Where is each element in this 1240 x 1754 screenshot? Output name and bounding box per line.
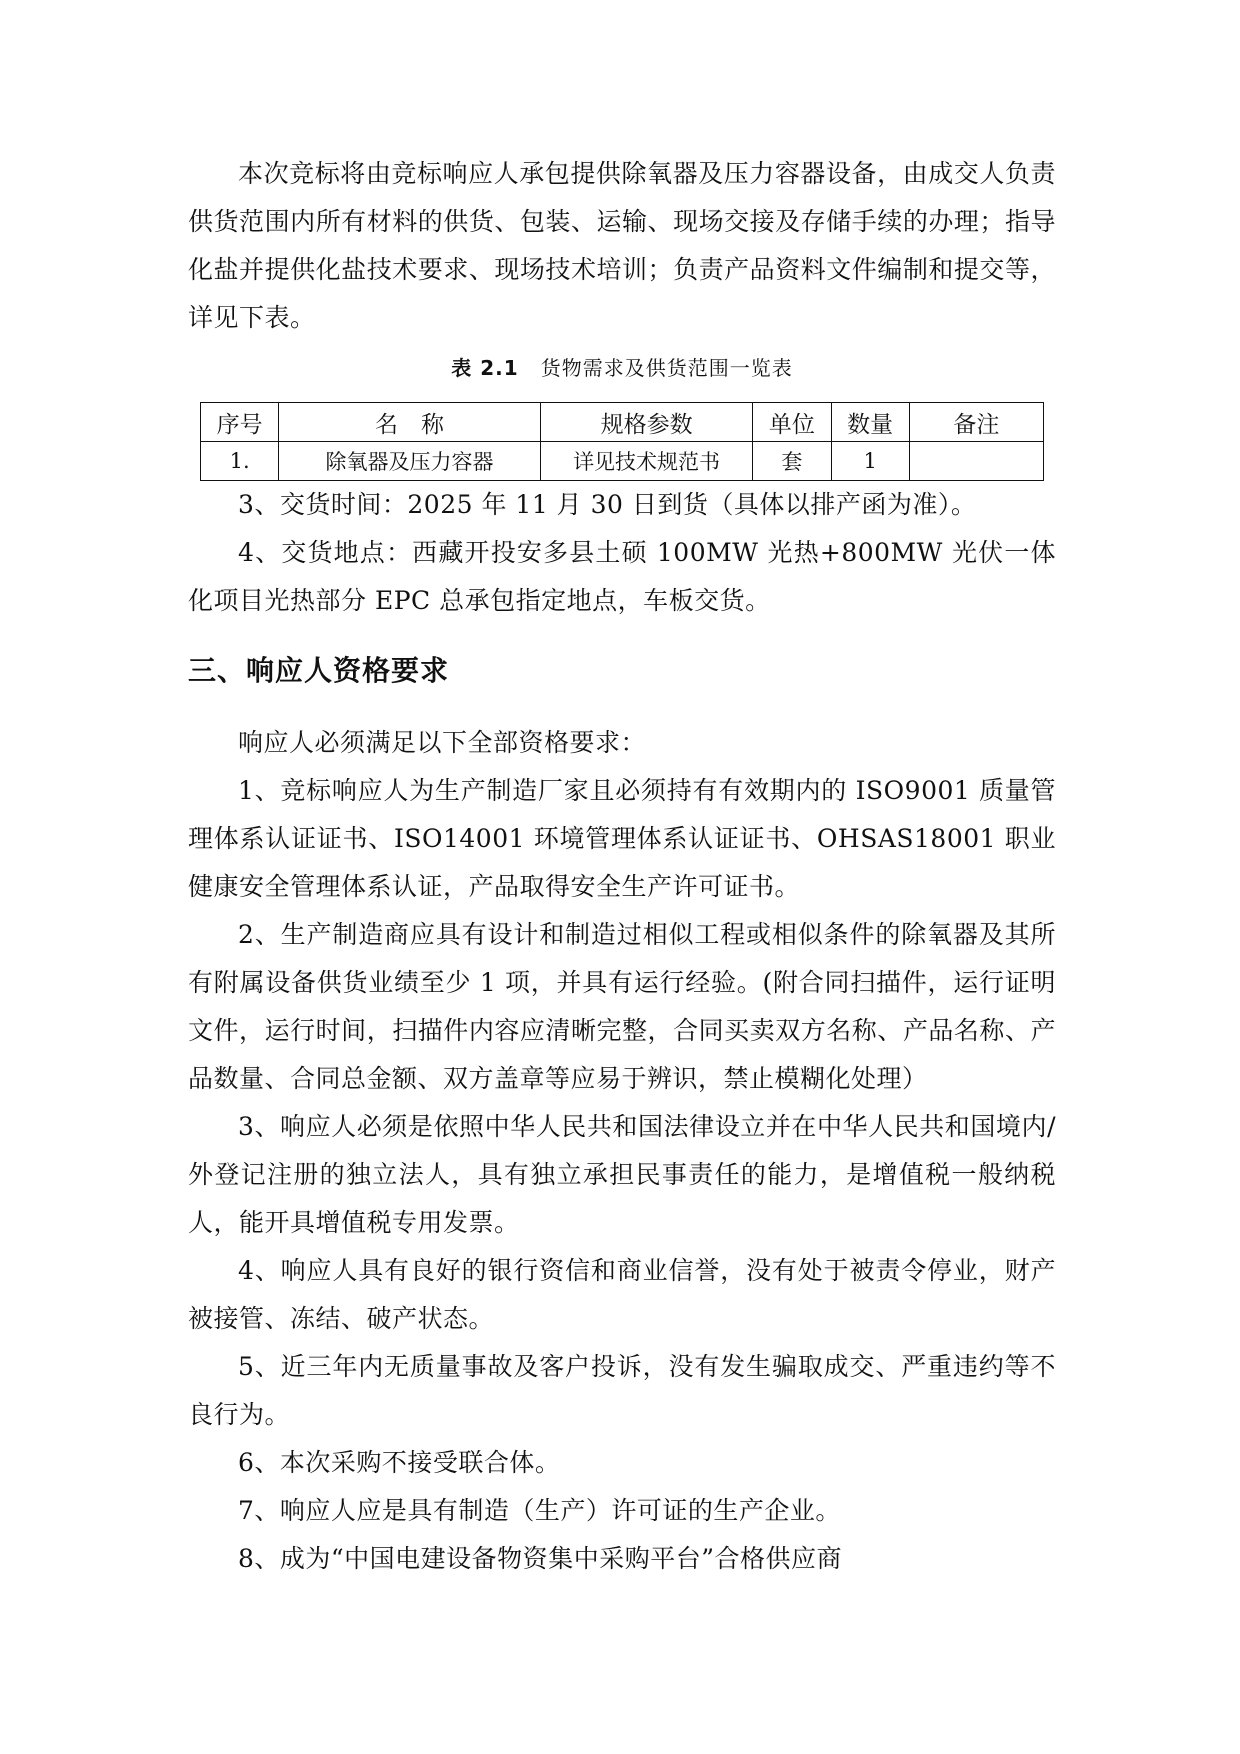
header-spec: 规格参数 bbox=[540, 403, 752, 442]
cell-quantity: 1 bbox=[831, 442, 909, 481]
requirement-item-3: 3、响应人必须是依照中华人民共和国法律设立并在中华人民共和国境内/外登记注册的独立法人，具有独立承担民事责任的能力，是增值税一般纳税人，能开具增值税专用发票。 bbox=[188, 1112, 1056, 1237]
cell-unit: 套 bbox=[753, 442, 831, 481]
cell-remark bbox=[909, 442, 1043, 481]
requirement-item-1: 1、竞标响应人为生产制造厂家且必须持有有效期内的 ISO9001 质量管理体系认证证书、ISO14001 环境管理体系认证证书、OHSAS18001 职业健康安全管理体系认证，产品取得安全生产许可证书。 bbox=[188, 776, 1056, 901]
table-header-row bbox=[201, 403, 1044, 442]
table-row bbox=[201, 442, 1044, 481]
requirement-item-7: 7、响应人应是具有制造（生产）许可证的生产企业。 bbox=[238, 1496, 841, 1525]
header-unit: 单位 bbox=[753, 403, 831, 442]
cell-index: 1. bbox=[201, 442, 279, 481]
table-caption-title: 货物需求及供货范围一览表 bbox=[540, 356, 793, 380]
header-quantity: 数量 bbox=[831, 403, 909, 442]
delivery-place: 4、交货地点：西藏开投安多县土硕 100MW 光热+800MW 光伏一体化项目光热部分 EPC 总承包指定地点，车板交货。 bbox=[188, 538, 1056, 615]
page-content bbox=[188, 150, 1056, 1583]
section-heading: 三、响应人资格要求 bbox=[188, 654, 450, 687]
delivery-time: 3、交货时间：2025 年 11 月 30 日到货（具体以排产函为准）。 bbox=[238, 490, 977, 519]
header-remark: 备注 bbox=[909, 403, 1043, 442]
requirement-item-4: 4、响应人具有良好的银行资信和商业信誉，没有处于被责令停业，财产被接管、冻结、破产状态。 bbox=[188, 1256, 1056, 1333]
requirement-item-8: 8、成为“中国电建设备物资集中采购平台”合格供应商 bbox=[238, 1544, 842, 1573]
cell-name: 除氧器及压力容器 bbox=[279, 442, 541, 481]
header-name: 名 称 bbox=[279, 403, 541, 442]
table-caption bbox=[188, 352, 1056, 384]
header-index: 序号 bbox=[201, 403, 279, 442]
requirement-item-2: 2、生产制造商应具有设计和制造过相似工程或相似条件的除氧器及其所有附属设备供货业绩至少 1 项，并具有运行经验。(附合同扫描件，运行证明文件，运行时间，扫描件内容应清晰完整，合同买卖双方名称、产品名称、产品数量、合同总金额、双方盖章等应易于辨识，禁止模糊化处理） bbox=[188, 920, 1056, 1093]
requirement-item-5: 5、近三年内无质量事故及客户投诉，没有发生骗取成交、严重违约等不良行为。 bbox=[188, 1352, 1056, 1429]
goods-table bbox=[200, 402, 1044, 481]
requirements-lead: 响应人必须满足以下全部资格要求： bbox=[238, 728, 647, 757]
requirement-item-6: 6、本次采购不接受联合体。 bbox=[238, 1448, 561, 1477]
cell-spec: 详见技术规范书 bbox=[540, 442, 752, 481]
intro-paragraph: 本次竞标将由竞标响应人承包提供除氧器及压力容器设备，由成交人负责供货范围内所有材料的供货、包装、运输、现场交接及存储手续的办理；指导化盐并提供化盐技术要求、现场技术培训；负责产品资料文件编制和提交等，详见下表。 bbox=[188, 159, 1056, 332]
table-caption-number: 表 2.1 bbox=[451, 356, 519, 380]
